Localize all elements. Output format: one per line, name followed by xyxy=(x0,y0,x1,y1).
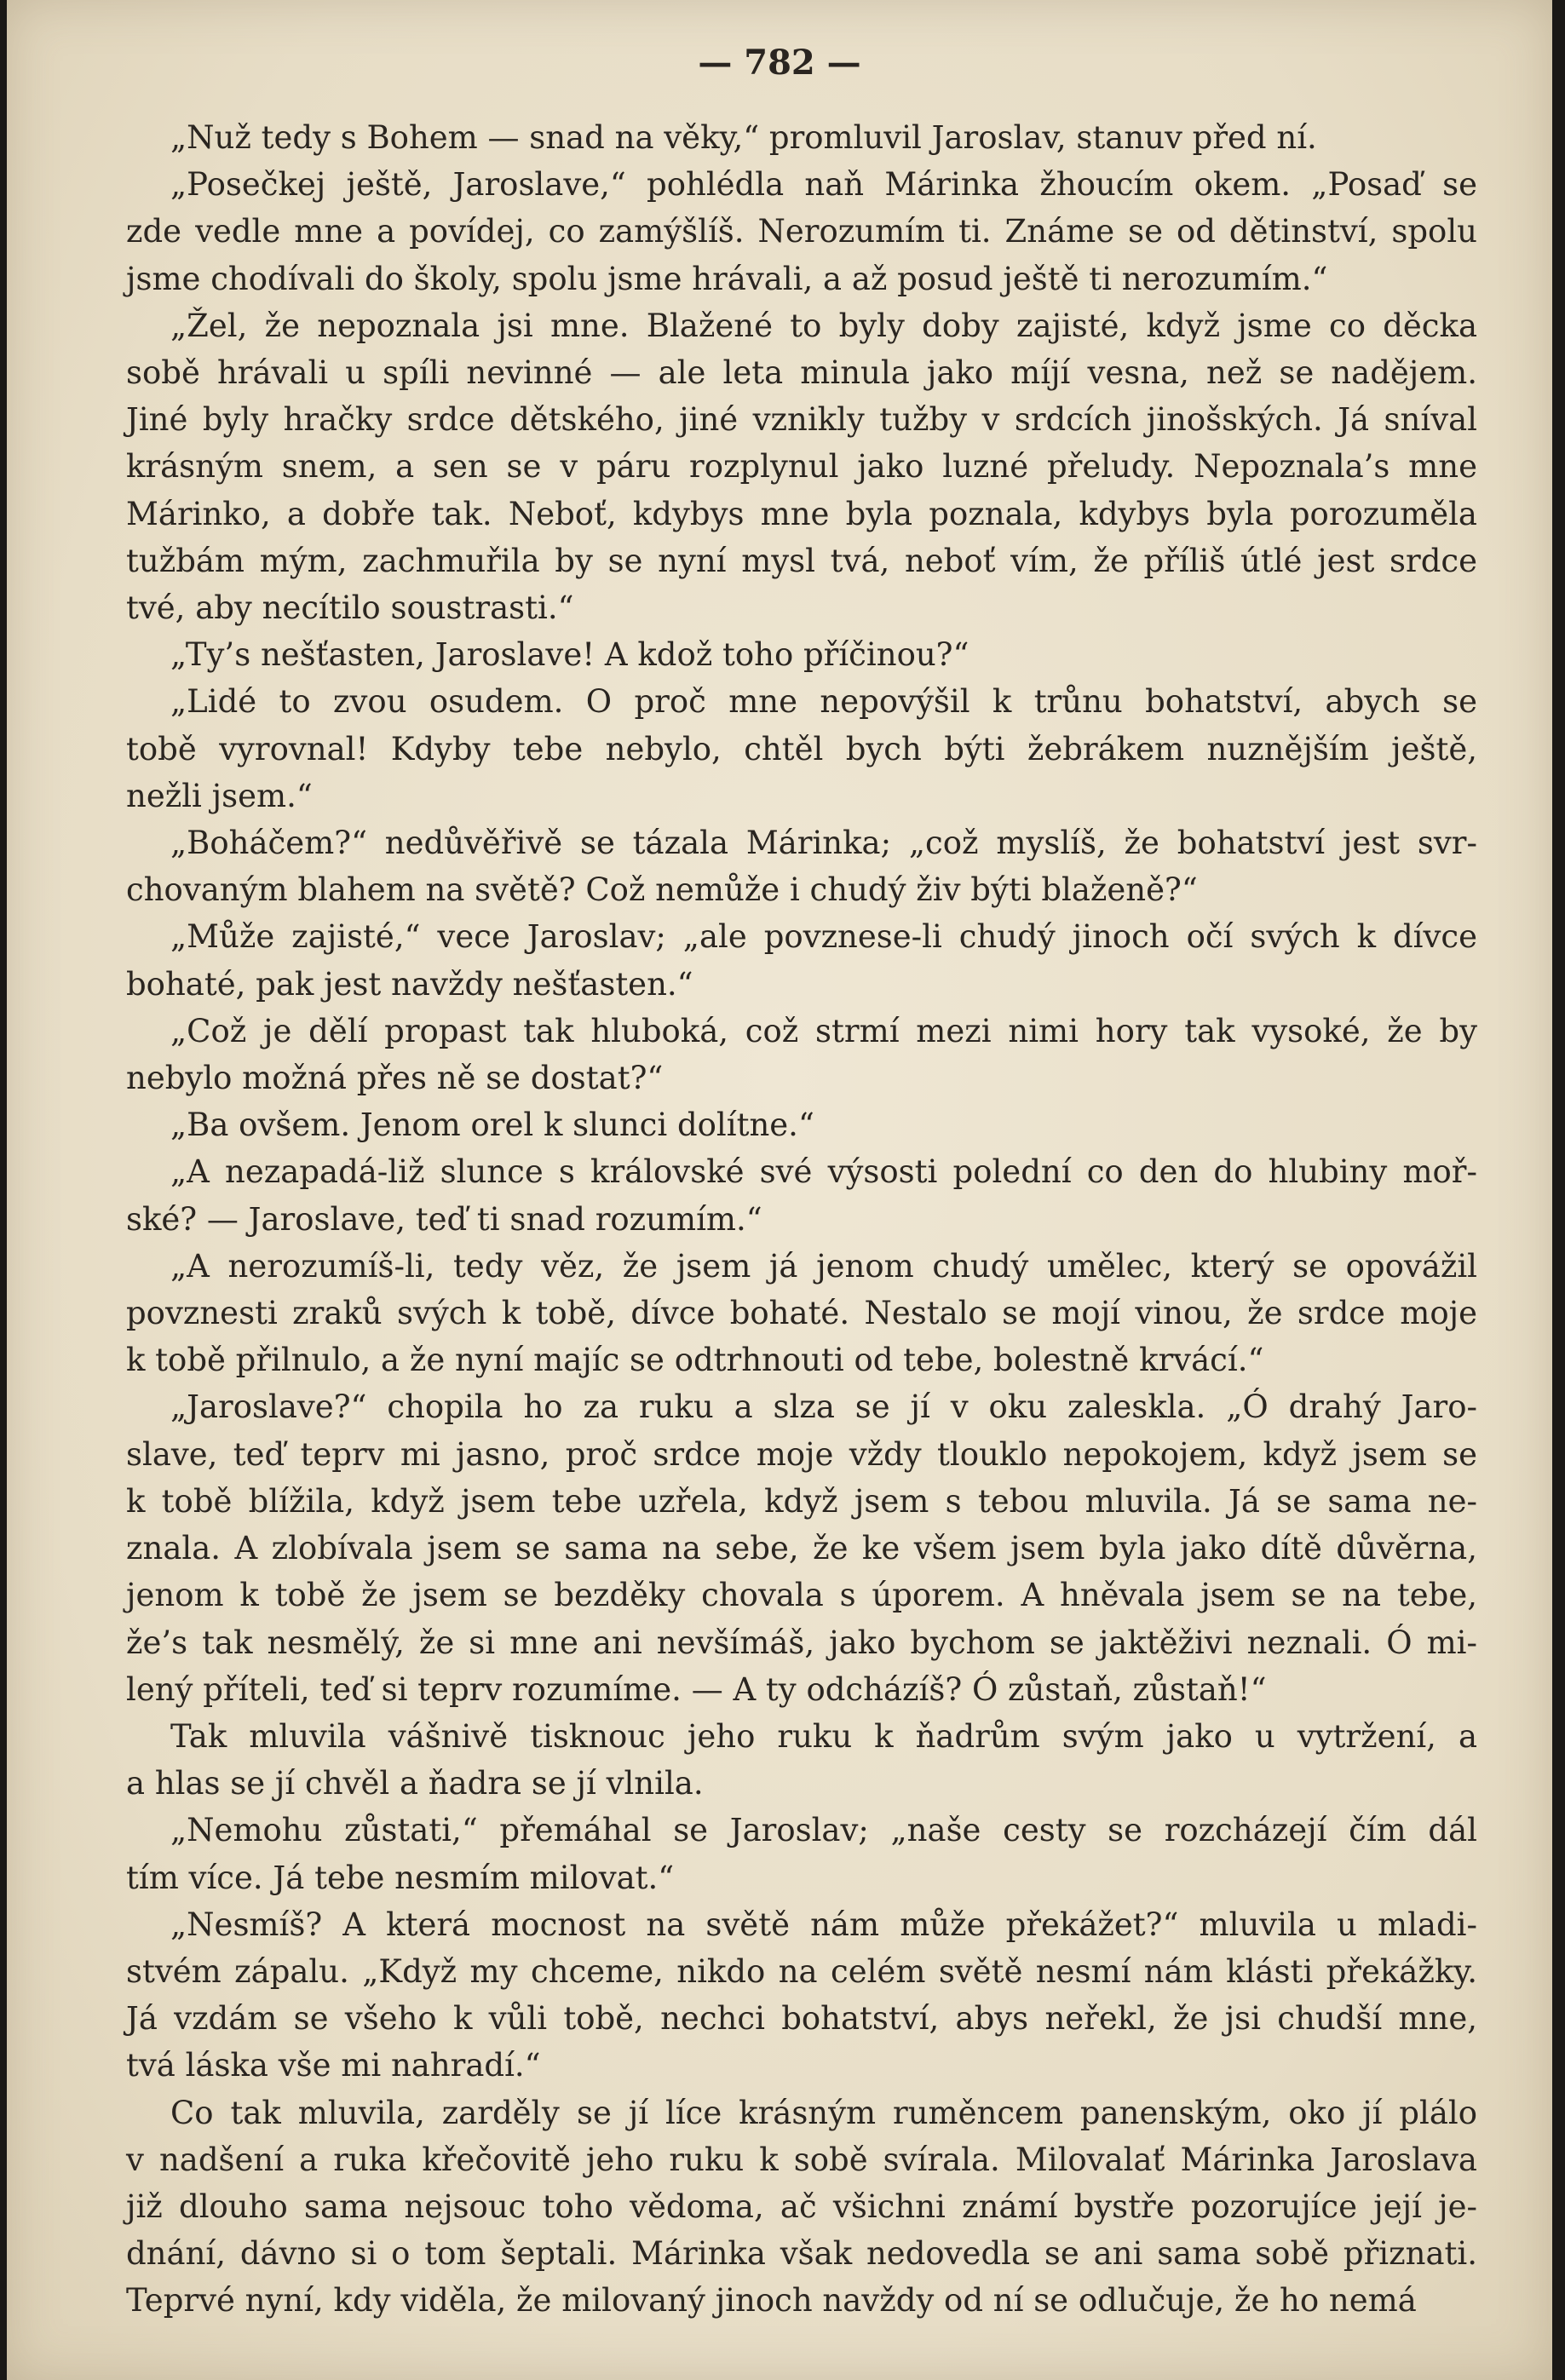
paragraph xyxy=(126,114,1477,161)
text-line: „Jaroslave?“ chopila ho za ruku a slza se jí v oku zaleskla. „Ó drahý Jaro- xyxy=(170,1388,1477,1426)
text-line: „Posečkej ještě, Jaroslave,“ pohlédla naň Márinka žhoucím okem. „Posaď se xyxy=(170,166,1477,204)
body-text xyxy=(126,114,1477,2325)
text-line: Já vzdám se všeho k vůli tobě, nechci bohatství, abys neřekl, že jsi chudší mne, xyxy=(126,2000,1477,2038)
text-line: Jiné byly hračky srdce dětského, jiné vznikly tužby v srdcích jinošských. Já sníval xyxy=(126,401,1477,439)
text-line: dnání, dávno si o tom šeptali. Márinka však nedovedla se ani sama sobě přiznati. xyxy=(126,2235,1477,2273)
text-line: „Může zajisté,“ vece Jaroslav; „ale povznese-li chudý jinoch očí svých k dívce xyxy=(170,918,1477,956)
text-line: „Žel, že nepoznala jsi mne. Blažené to byly doby zajisté, když jsme co děcka xyxy=(170,307,1477,344)
paragraph xyxy=(126,161,1477,302)
text-line: „A nezapadá-liž slunce s královské své výsosti polední co den do hlubiny moř- xyxy=(170,1153,1477,1191)
text-line: „Ty’s nešťasten, Jaroslave! A kdož toho příčinou?“ xyxy=(170,636,969,674)
text-line: tobě vyrovnal! Kdyby tebe nebylo, chtěl bych býti žebrákem nuznějším ještě, xyxy=(126,730,1477,767)
text-line: a hlas se jí chvěl a ňadra se jí vlnila. xyxy=(126,1765,704,1802)
text-line: tužbám mým, zachmuřila by se nyní mysl tvá, neboť vím, že příliš útlé jest srdce xyxy=(126,542,1477,579)
text-line: „Ba ovšem. Jenom orel k slunci dolítne.“ xyxy=(170,1107,814,1144)
text-line: „Nesmíš? A která mocnost na světě nám může překážet?“ mluvila u mladi- xyxy=(170,1906,1477,1943)
text-line: slave, teď teprv mi jasno, proč srdce moje vždy tlouklo nepokojem, když jsem se xyxy=(126,1435,1477,1473)
text-line: jenom k tobě že jsem se bezděky chovala s úporem. A hněvala jsem se na tebe, xyxy=(126,1577,1477,1614)
text-line: „Lidé to zvou osudem. O proč mne nepovýšil k trůnu bohatství, abych se xyxy=(170,683,1477,721)
paragraph xyxy=(126,678,1477,819)
text-line: že’s tak nesmělý, že si mne ani nevšímáš, jako bychom se jaktěživi neznali. Ó mi- xyxy=(126,1624,1477,1661)
paragraph xyxy=(126,913,1477,1007)
text-line: povznesti zraků svých k tobě, dívce bohaté. Nestalo se mojí vinou, že srdce moje xyxy=(126,1295,1477,1332)
paragraph xyxy=(126,1807,1477,1900)
text-line: „Nemohu zůstati,“ přemáhal se Jaroslav; „naše cesty se rozcházejí čím dál xyxy=(170,1812,1477,1849)
text-line: nebylo možná přes ně se dostat?“ xyxy=(126,1060,664,1097)
text-line: k tobě blížila, když jsem tebe uzřela, když jsem s tebou mluvila. Já se sama ne- xyxy=(126,1482,1477,1520)
text-line: lený příteli, teď si teprv rozumíme. — A ty odcházíš? Ó zůstaň, zůstaň!“ xyxy=(126,1670,1267,1708)
text-line: Teprvé nyní, kdy viděla, že milovaný jinoch navždy od ní se odlučuje, že ho nemá xyxy=(126,2282,1417,2320)
paragraph xyxy=(126,1901,1477,2090)
paragraph xyxy=(126,631,1477,678)
text-line: v nadšení a ruka křečovitě jeho ruku k sobě svírala. Milovalať Márinka Jaroslava xyxy=(126,2141,1477,2178)
text-line: chovaným blahem na světě? Což nemůže i chudý živ býti blaženě?“ xyxy=(126,871,1198,909)
text-line: k tobě přilnulo, a že nyní majíc se odtrhnouti od tebe, bolestně krvácí.“ xyxy=(126,1342,1264,1379)
text-line: jsme chodívali do školy, spolu jsme hrávali, a až posud ještě ti nerozumím.“ xyxy=(126,260,1328,297)
text-line: nežli jsem.“ xyxy=(126,777,313,814)
text-line: Co tak mluvila, zardělу se jí líce krásným ruměncem panenským, oko jí plálo xyxy=(170,2094,1477,2131)
paragraph xyxy=(126,1383,1477,1712)
text-line: tvá láska vše mi nahradí.“ xyxy=(126,2047,541,2084)
text-line: „Což je dělí propast tak hluboká, což strmí mezi nimi hory tak vysoké, že by xyxy=(170,1012,1477,1049)
text-line: ské? — Jaroslave, teď ti snad rozumím.“ xyxy=(126,1200,762,1238)
text-line: zde vedle mne a povídej, co zamýšlíš. Nerozumím ti. Známe se od dětinství, spolu xyxy=(126,213,1477,250)
paragraph xyxy=(126,1008,1477,1101)
text-line: bohaté, pak jest navždy nešťasten.“ xyxy=(126,965,693,1003)
text-line: Tak mluvila vášnivě tisknouc jeho ruku k ňadrům svým jako u vytržení, a xyxy=(170,1717,1477,1755)
text-line: tvé, aby necítilo soustrasti.“ xyxy=(126,589,574,627)
text-line: Márinko, a dobře tak. Neboť, kdybys mne byla poznala, kdybys byla porozuměla xyxy=(126,495,1477,532)
text-line: tím více. Já tebe nesmím milovat.“ xyxy=(126,1859,675,1896)
page-number: — 782 — xyxy=(698,43,861,83)
paragraph xyxy=(126,819,1477,913)
paragraph xyxy=(126,2090,1477,2325)
text-line: „Nuž tedy s Bohem — snad na věky,“ promluvil Jaroslav, stanuv před ní. xyxy=(170,119,1317,156)
paragraph xyxy=(126,302,1477,631)
paragraph xyxy=(126,1148,1477,1242)
book-page xyxy=(7,0,1552,2380)
text-line: znala. A zlobívala jsem se sama na sebe, že ke všem jsem byla jako dítě důvěrna, xyxy=(126,1530,1477,1567)
text-line: stvém zápalu. „Když my chceme, nikdo na celém světě nesmí nám klásti překážky. xyxy=(126,1952,1477,1990)
paragraph xyxy=(126,1713,1477,1807)
paragraph xyxy=(126,1243,1477,1384)
paragraph xyxy=(126,1101,1477,1148)
text-line: „A nerozumíš-li, tedy věz, že jsem já jenom chudý umělec, který se opovážil xyxy=(170,1247,1477,1285)
text-line: sobě hrávali u spíli nevinné — ale leta minula jako míjí vesna, než se nadějem. xyxy=(126,354,1477,392)
text-line: „Boháčem?“ nedůvěřivě se tázala Márinka; „což myslíš, že bohatství jest svr- xyxy=(170,825,1477,862)
text-line: již dlouho sama nejsouc toho vědoma, ač všichni známí bystře pozorujíce její je- xyxy=(126,2187,1477,2225)
text-line: krásným snem, a sen se v páru rozplynul jako luzné přeludy. Nepoznala’s mne xyxy=(126,448,1477,486)
